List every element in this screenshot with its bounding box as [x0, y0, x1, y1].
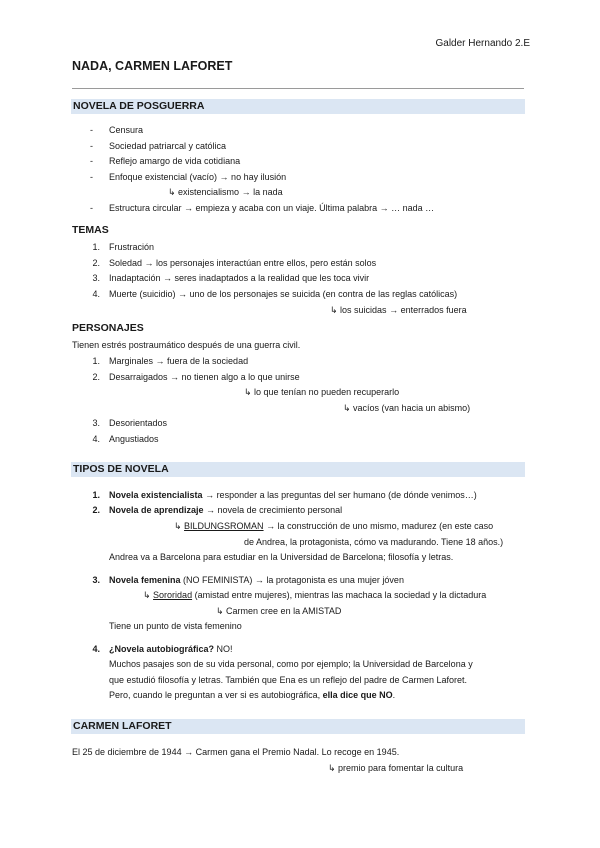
paragraph-line: Pero, cuando le preguntan a ver si es autobiográfica, ella dice que NO.	[109, 690, 396, 700]
bullet-dash: -	[90, 156, 93, 166]
list-number: 4.	[92, 434, 100, 444]
list-item: Estructura circular → empieza y acaba con un viaje. Última palabra → … nada …	[109, 203, 435, 213]
sub-item: ↳ los suicidas → enterrados fuera	[330, 305, 467, 315]
list-item: Reflejo amargo de vida cotidiana	[109, 156, 241, 166]
section-bar-posguerra	[71, 99, 525, 114]
list-number: 2.	[92, 505, 100, 515]
list-number: 4.	[92, 289, 100, 299]
sub-item: ↳ lo que tenían no pueden recuperarlo	[244, 387, 400, 397]
list-number: 1.	[92, 242, 100, 252]
list-item: Soledad → los personajes interactúan entre ellos, pero están solos	[109, 258, 377, 268]
list-item: Enfoque existencial (vacío) → no hay ilusión	[109, 172, 287, 182]
sub-item: ↳ existencialismo → la nada	[168, 187, 283, 197]
list-item-note: Tiene un punto de vista femenino	[109, 621, 242, 631]
list-item-existencialista: Novela existencialista → responder a las preguntas del ser humano (de dónde venimos…)	[109, 490, 477, 500]
bullet-dash: -	[90, 125, 93, 135]
paragraph-line: Muchos pasajes son de su vida personal, como por ejemplo; la Universidad de Barcelona y	[109, 659, 473, 669]
section-heading-temas: TEMAS	[72, 224, 109, 236]
section-heading: NOVELA DE POSGUERRA	[73, 100, 205, 112]
list-number: 2.	[92, 372, 100, 382]
section-heading: TIPOS DE NOVELA	[73, 463, 169, 475]
list-item: Angustiados	[109, 434, 159, 444]
list-item: Sociedad patriarcal y católica	[109, 141, 227, 151]
list-item: Frustración	[109, 242, 155, 252]
list-item-femenina: Novela femenina (NO FEMINISTA) → la protagonista es una mujer jóven	[109, 575, 404, 585]
section-intro: Tienen estrés postraumático después de una guerra civil.	[72, 340, 301, 350]
list-item: Muerte (suicidio) → uno de los personajes se suicida (en contra de las reglas católicas)	[109, 289, 458, 299]
list-number: 4.	[92, 644, 100, 654]
list-number: 3.	[92, 273, 100, 283]
list-item: Desarraigados → no tienen algo a lo que unirse	[109, 372, 300, 382]
list-item: Inadaptación → seres inadaptados a la realidad que les toca vivir	[109, 273, 370, 283]
paragraph-line: que estudió filosofía y letras. También que Ena es un reflejo del padre de Carmen Laforet.	[109, 675, 468, 685]
title-divider	[72, 88, 524, 89]
list-number: 3.	[92, 418, 100, 428]
list-number: 2.	[92, 258, 100, 268]
sub-item-bildungsroman: ↳ BILDUNGSROMAN → la construcción de uno mismo, madurez (en este caso	[174, 521, 494, 531]
section-bar-laforet	[71, 719, 525, 734]
list-number: 1.	[92, 490, 100, 500]
list-item: Marginales → fuera de la sociedad	[109, 356, 249, 366]
section-heading-personajes: PERSONAJES	[72, 322, 144, 334]
list-number: 1.	[92, 356, 100, 366]
list-item-note: Andrea va a Barcelona para estudiar en la Universidad de Barcelona; filosofía y letras.	[109, 552, 454, 562]
section-bar-tipos	[71, 462, 525, 477]
sub-item-continuation: de Andrea, la protagonista, cómo va madurando. Tiene 18 años.)	[244, 537, 504, 547]
sub-item-sororidad: ↳ Sororidad (amistad entre mujeres), mientras las machaca la sociedad y la dictadura	[143, 590, 487, 600]
sub-item: ↳ premio para fomentar la cultura	[328, 763, 464, 773]
page-title: NADA, CARMEN LAFORET	[72, 59, 233, 73]
list-item: Desorientados	[109, 418, 168, 428]
bullet-dash: -	[90, 172, 93, 182]
paragraph-line: El 25 de diciembre de 1944 → Carmen gana el Premio Nadal. Lo recoge en 1945.	[72, 747, 400, 757]
bullet-dash: -	[90, 203, 93, 213]
sub-item: ↳ Carmen cree en la AMISTAD	[216, 606, 342, 616]
bullet-dash: -	[90, 141, 93, 151]
list-item-aprendizaje: Novela de aprendizaje → novela de crecimiento personal	[109, 505, 343, 515]
list-number: 3.	[92, 575, 100, 585]
sub-item: ↳ vacíos (van hacia un abismo)	[343, 403, 471, 413]
list-item: Censura	[109, 125, 144, 135]
author-name: Galder Hernando 2.E	[435, 38, 530, 49]
section-heading: CARMEN LAFORET	[73, 720, 172, 732]
list-item-autobiografica: ¿Novela autobiográfica? NO!	[109, 644, 233, 654]
